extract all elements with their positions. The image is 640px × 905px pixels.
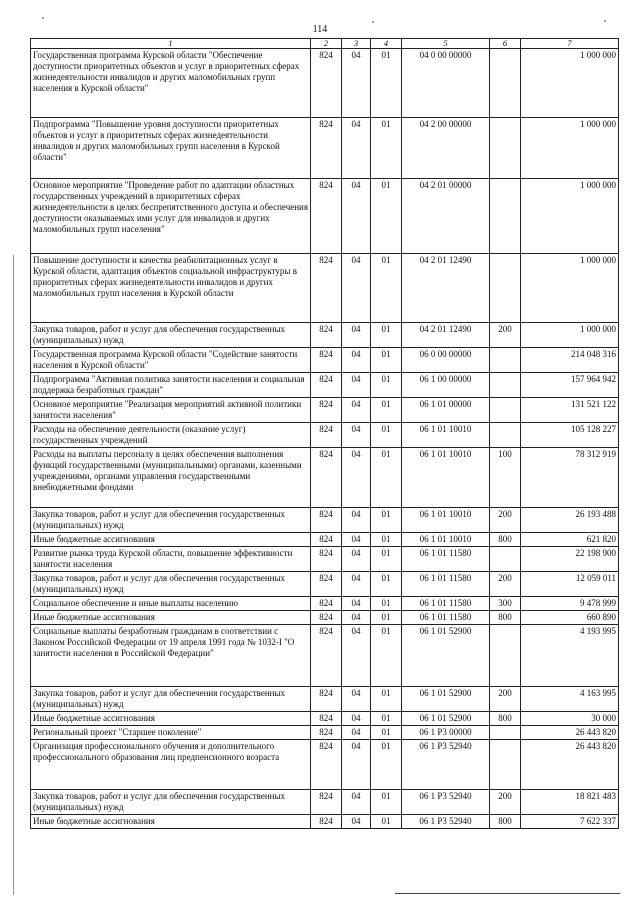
row-expense-type-cell bbox=[490, 118, 521, 179]
row-target-article-cell: 04 0 00 00000 bbox=[402, 49, 490, 118]
row-name-cell: Иные бюджетные ассигнования bbox=[31, 533, 311, 547]
budget-table bbox=[30, 38, 619, 829]
row-amount-cell: 157 964 942 bbox=[521, 373, 619, 398]
row-name-cell: Основное мероприятие "Реализация мероприятий активной политики занятости населения" bbox=[31, 398, 311, 423]
row-section-cell: 04 bbox=[342, 572, 371, 597]
row-amount-cell: 660 890 bbox=[521, 611, 619, 625]
row-expense-type-cell bbox=[490, 547, 521, 572]
row-subsection-cell: 01 bbox=[371, 49, 402, 118]
row-grbs-cell: 824 bbox=[311, 790, 342, 815]
row-expense-type-cell: 800 bbox=[490, 611, 521, 625]
row-expense-type-cell: 300 bbox=[490, 597, 521, 611]
row-section-cell: 04 bbox=[342, 254, 371, 323]
row-section-cell: 04 bbox=[342, 423, 371, 448]
row-subsection-cell: 01 bbox=[371, 254, 402, 323]
row-name-cell: Расходы на обеспечение деятельности (оказание услуг) государственных учреждений bbox=[31, 423, 311, 448]
row-target-article-cell: 04 2 01 12490 bbox=[402, 254, 490, 323]
row-expense-type-cell: 800 bbox=[490, 815, 521, 829]
row-name-cell: Иные бюджетные ассигнования bbox=[31, 815, 311, 829]
row-grbs-cell: 824 bbox=[311, 118, 342, 179]
row-section-cell: 04 bbox=[342, 687, 371, 712]
table-row bbox=[31, 448, 619, 508]
row-name-cell: Расходы на выплаты персоналу в целях обеспечения выполнения функций государственными (муниципальными) органами, казенными учреждениями, органами управления государственными внебюджетными фондами bbox=[31, 448, 311, 508]
row-name-cell: Закупка товаров, работ и услуг для обеспечения государственных (муниципальных) нужд bbox=[31, 687, 311, 712]
row-name-cell: Закупка товаров, работ и услуг для обеспечения государственных (муниципальных) нужд bbox=[31, 508, 311, 533]
table-row bbox=[31, 726, 619, 740]
row-target-article-cell: 06 1 01 10010 bbox=[402, 423, 490, 448]
row-grbs-cell: 824 bbox=[311, 448, 342, 508]
row-name-cell: Иные бюджетные ассигнования bbox=[31, 712, 311, 726]
row-expense-type-cell: 800 bbox=[490, 533, 521, 547]
table-row bbox=[31, 712, 619, 726]
row-section-cell: 04 bbox=[342, 448, 371, 508]
scan-speck bbox=[372, 21, 374, 23]
row-expense-type-cell bbox=[490, 373, 521, 398]
row-expense-type-cell: 200 bbox=[490, 323, 521, 348]
row-expense-type-cell bbox=[490, 625, 521, 687]
row-subsection-cell: 01 bbox=[371, 726, 402, 740]
row-name-cell: Закупка товаров, работ и услуг для обеспечения государственных (муниципальных) нужд bbox=[31, 323, 311, 348]
row-name-cell: Организация профессионального обучения и дополнительного профессионального образования лиц предпенсионного возраста bbox=[31, 740, 311, 790]
row-section-cell: 04 bbox=[342, 625, 371, 687]
header-row bbox=[31, 39, 619, 49]
header-cell: 7 bbox=[521, 39, 619, 49]
row-expense-type-cell: 200 bbox=[490, 508, 521, 533]
row-name-cell: Подпрограмма "Повышение уровня доступности приоритетных объектов и услуг в приоритетных сферах жизнедеятельности инвалидов и других маломобильных групп населения в Курской области" bbox=[31, 118, 311, 179]
row-name-cell: Социальное обеспечение и иные выплаты населению bbox=[31, 597, 311, 611]
row-subsection-cell: 01 bbox=[371, 547, 402, 572]
table-row bbox=[31, 687, 619, 712]
footer-rule bbox=[395, 893, 620, 894]
row-grbs-cell: 824 bbox=[311, 254, 342, 323]
row-subsection-cell: 01 bbox=[371, 448, 402, 508]
row-section-cell: 04 bbox=[342, 597, 371, 611]
row-subsection-cell: 01 bbox=[371, 373, 402, 398]
row-amount-cell: 4 163 995 bbox=[521, 687, 619, 712]
row-subsection-cell: 01 bbox=[371, 508, 402, 533]
row-target-article-cell: 04 2 00 00000 bbox=[402, 118, 490, 179]
row-amount-cell: 26 193 488 bbox=[521, 508, 619, 533]
row-name-cell: Закупка товаров, работ и услуг для обеспечения государственных (муниципальных) нужд bbox=[31, 790, 311, 815]
row-amount-cell: 105 128 227 bbox=[521, 423, 619, 448]
row-expense-type-cell: 200 bbox=[490, 687, 521, 712]
table-row bbox=[31, 815, 619, 829]
row-name-cell: Социальные выплаты безработным гражданам в соответствии с Законом Российской Федерации от 19 апреля 1991 года № 1032-I "О занятости населения в Российской Федерации" bbox=[31, 625, 311, 687]
row-section-cell: 04 bbox=[342, 815, 371, 829]
row-grbs-cell: 824 bbox=[311, 740, 342, 790]
row-amount-cell: 214 048 316 bbox=[521, 348, 619, 373]
row-target-article-cell: 06 1 01 52900 bbox=[402, 625, 490, 687]
table-row bbox=[31, 533, 619, 547]
row-expense-type-cell bbox=[490, 726, 521, 740]
row-subsection-cell: 01 bbox=[371, 533, 402, 547]
row-subsection-cell: 01 bbox=[371, 323, 402, 348]
header-cell: 4 bbox=[371, 39, 402, 49]
row-section-cell: 04 bbox=[342, 533, 371, 547]
row-amount-cell: 1 000 000 bbox=[521, 49, 619, 118]
row-grbs-cell: 824 bbox=[311, 611, 342, 625]
row-grbs-cell: 824 bbox=[311, 547, 342, 572]
table-row bbox=[31, 373, 619, 398]
row-expense-type-cell: 800 bbox=[490, 712, 521, 726]
row-name-cell: Основное мероприятие "Проведение работ по адаптации областных государственных учреждений в приоритетных сферах жизнедеятельности в целях беспрепятственного доступа и обеспечения доступности оказываемых ими услуг для инвалидов и других маломобильных групп населения" bbox=[31, 179, 311, 254]
row-target-article-cell: 06 1 01 52900 bbox=[402, 712, 490, 726]
row-section-cell: 04 bbox=[342, 49, 371, 118]
row-expense-type-cell bbox=[490, 423, 521, 448]
row-grbs-cell: 824 bbox=[311, 572, 342, 597]
table-row bbox=[31, 547, 619, 572]
row-target-article-cell: 06 1 01 11580 bbox=[402, 597, 490, 611]
row-grbs-cell: 824 bbox=[311, 49, 342, 118]
table-row bbox=[31, 423, 619, 448]
table-row bbox=[31, 254, 619, 323]
row-grbs-cell: 824 bbox=[311, 508, 342, 533]
header-cell: 3 bbox=[342, 39, 371, 49]
row-section-cell: 04 bbox=[342, 611, 371, 625]
row-name-cell: Иные бюджетные ассигнования bbox=[31, 611, 311, 625]
row-section-cell: 04 bbox=[342, 348, 371, 373]
row-amount-cell: 1 000 000 bbox=[521, 118, 619, 179]
row-target-article-cell: 06 0 00 00000 bbox=[402, 348, 490, 373]
table-row bbox=[31, 740, 619, 790]
row-name-cell: Региональный проект "Старшее поколение" bbox=[31, 726, 311, 740]
row-subsection-cell: 01 bbox=[371, 740, 402, 790]
table-row bbox=[31, 572, 619, 597]
row-target-article-cell: 06 1 01 11580 bbox=[402, 572, 490, 597]
row-section-cell: 04 bbox=[342, 373, 371, 398]
row-subsection-cell: 01 bbox=[371, 348, 402, 373]
row-expense-type-cell bbox=[490, 254, 521, 323]
row-grbs-cell: 824 bbox=[311, 687, 342, 712]
table-row bbox=[31, 611, 619, 625]
row-subsection-cell: 01 bbox=[371, 118, 402, 179]
scan-speck bbox=[42, 17, 44, 19]
table-row bbox=[31, 323, 619, 348]
row-subsection-cell: 01 bbox=[371, 790, 402, 815]
row-target-article-cell: 06 1 01 11580 bbox=[402, 547, 490, 572]
header-cell: 1 bbox=[31, 39, 311, 49]
row-target-article-cell: 06 1 P3 52940 bbox=[402, 815, 490, 829]
header-cell: 5 bbox=[402, 39, 490, 49]
row-grbs-cell: 824 bbox=[311, 533, 342, 547]
header-cell: 6 bbox=[490, 39, 521, 49]
row-target-article-cell: 06 1 01 10010 bbox=[402, 508, 490, 533]
table-row bbox=[31, 398, 619, 423]
row-target-article-cell: 06 1 01 00000 bbox=[402, 398, 490, 423]
row-name-cell: Подпрограмма "Активная политика занятости населения и социальная поддержка безработных граждан" bbox=[31, 373, 311, 398]
row-expense-type-cell bbox=[490, 348, 521, 373]
row-amount-cell: 4 193 995 bbox=[521, 625, 619, 687]
table-row bbox=[31, 625, 619, 687]
scan-margin-line bbox=[13, 255, 14, 895]
row-name-cell: Государственная программа Курской области "Содействие занятости населения в Курской области" bbox=[31, 348, 311, 373]
row-subsection-cell: 01 bbox=[371, 611, 402, 625]
row-target-article-cell: 06 1 P3 52940 bbox=[402, 740, 490, 790]
row-expense-type-cell bbox=[490, 49, 521, 118]
row-target-article-cell: 04 2 01 00000 bbox=[402, 179, 490, 254]
row-section-cell: 04 bbox=[342, 712, 371, 726]
row-target-article-cell: 04 2 01 12490 bbox=[402, 323, 490, 348]
row-amount-cell: 131 521 122 bbox=[521, 398, 619, 423]
row-expense-type-cell bbox=[490, 179, 521, 254]
row-grbs-cell: 824 bbox=[311, 398, 342, 423]
row-subsection-cell: 01 bbox=[371, 687, 402, 712]
row-amount-cell: 26 443 820 bbox=[521, 740, 619, 790]
row-target-article-cell: 06 1 P3 52940 bbox=[402, 790, 490, 815]
table-row bbox=[31, 348, 619, 373]
header-cell: 2 bbox=[311, 39, 342, 49]
row-subsection-cell: 01 bbox=[371, 423, 402, 448]
row-subsection-cell: 01 bbox=[371, 625, 402, 687]
row-name-cell: Государственная программа Курской области "Обеспечение доступности приоритетных объектов и услуг в приоритетных сферах жизнедеятельности инвалидов и других маломобильных групп населения в Курской области" bbox=[31, 49, 311, 118]
row-amount-cell: 621 820 bbox=[521, 533, 619, 547]
row-target-article-cell: 06 1 00 00000 bbox=[402, 373, 490, 398]
row-amount-cell: 9 478 999 bbox=[521, 597, 619, 611]
row-amount-cell: 1 000 000 bbox=[521, 323, 619, 348]
row-name-cell: Повышение доступности и качества реабилитационных услуг в Курской области, адаптация объектов социальной инфраструктуры в приоритетных сферах жизнедеятельности инвалидов и других маломобильных групп населения в Курской области bbox=[31, 254, 311, 323]
row-name-cell: Развитие рынка труда Курской области, повышение эффективности занятости населения bbox=[31, 547, 311, 572]
row-amount-cell: 22 198 900 bbox=[521, 547, 619, 572]
row-target-article-cell: 06 1 01 10010 bbox=[402, 533, 490, 547]
row-section-cell: 04 bbox=[342, 179, 371, 254]
row-grbs-cell: 824 bbox=[311, 597, 342, 611]
row-expense-type-cell: 200 bbox=[490, 790, 521, 815]
row-name-cell: Закупка товаров, работ и услуг для обеспечения государственных (муниципальных) нужд bbox=[31, 572, 311, 597]
row-target-article-cell: 06 1 01 52900 bbox=[402, 687, 490, 712]
row-grbs-cell: 824 bbox=[311, 712, 342, 726]
row-grbs-cell: 824 bbox=[311, 815, 342, 829]
row-expense-type-cell bbox=[490, 398, 521, 423]
row-grbs-cell: 824 bbox=[311, 625, 342, 687]
scan-speck bbox=[604, 20, 606, 22]
row-expense-type-cell: 100 bbox=[490, 448, 521, 508]
row-subsection-cell: 01 bbox=[371, 597, 402, 611]
row-section-cell: 04 bbox=[342, 790, 371, 815]
row-section-cell: 04 bbox=[342, 398, 371, 423]
row-target-article-cell: 06 1 01 10010 bbox=[402, 448, 490, 508]
row-subsection-cell: 01 bbox=[371, 398, 402, 423]
row-grbs-cell: 824 bbox=[311, 423, 342, 448]
row-target-article-cell: 06 1 01 11580 bbox=[402, 611, 490, 625]
row-amount-cell: 26 443 820 bbox=[521, 726, 619, 740]
row-section-cell: 04 bbox=[342, 508, 371, 533]
row-amount-cell: 7 622 337 bbox=[521, 815, 619, 829]
page-number: 114 bbox=[312, 24, 328, 35]
row-grbs-cell: 824 bbox=[311, 726, 342, 740]
table-row bbox=[31, 597, 619, 611]
row-grbs-cell: 824 bbox=[311, 179, 342, 254]
table-row bbox=[31, 118, 619, 179]
row-section-cell: 04 bbox=[342, 323, 371, 348]
row-expense-type-cell: 200 bbox=[490, 572, 521, 597]
row-section-cell: 04 bbox=[342, 726, 371, 740]
row-expense-type-cell bbox=[490, 740, 521, 790]
row-section-cell: 04 bbox=[342, 118, 371, 179]
row-amount-cell: 12 059 011 bbox=[521, 572, 619, 597]
row-target-article-cell: 06 1 P3 00000 bbox=[402, 726, 490, 740]
table-row bbox=[31, 508, 619, 533]
table-row bbox=[31, 790, 619, 815]
row-grbs-cell: 824 bbox=[311, 348, 342, 373]
row-amount-cell: 18 821 483 bbox=[521, 790, 619, 815]
row-section-cell: 04 bbox=[342, 740, 371, 790]
row-section-cell: 04 bbox=[342, 547, 371, 572]
table-row bbox=[31, 49, 619, 118]
table-row bbox=[31, 179, 619, 254]
row-subsection-cell: 01 bbox=[371, 712, 402, 726]
row-subsection-cell: 01 bbox=[371, 572, 402, 597]
row-subsection-cell: 01 bbox=[371, 815, 402, 829]
row-amount-cell: 78 312 919 bbox=[521, 448, 619, 508]
row-amount-cell: 1 000 000 bbox=[521, 179, 619, 254]
row-amount-cell: 1 000 000 bbox=[521, 254, 619, 323]
row-grbs-cell: 824 bbox=[311, 373, 342, 398]
row-subsection-cell: 01 bbox=[371, 179, 402, 254]
row-grbs-cell: 824 bbox=[311, 323, 342, 348]
row-amount-cell: 30 000 bbox=[521, 712, 619, 726]
